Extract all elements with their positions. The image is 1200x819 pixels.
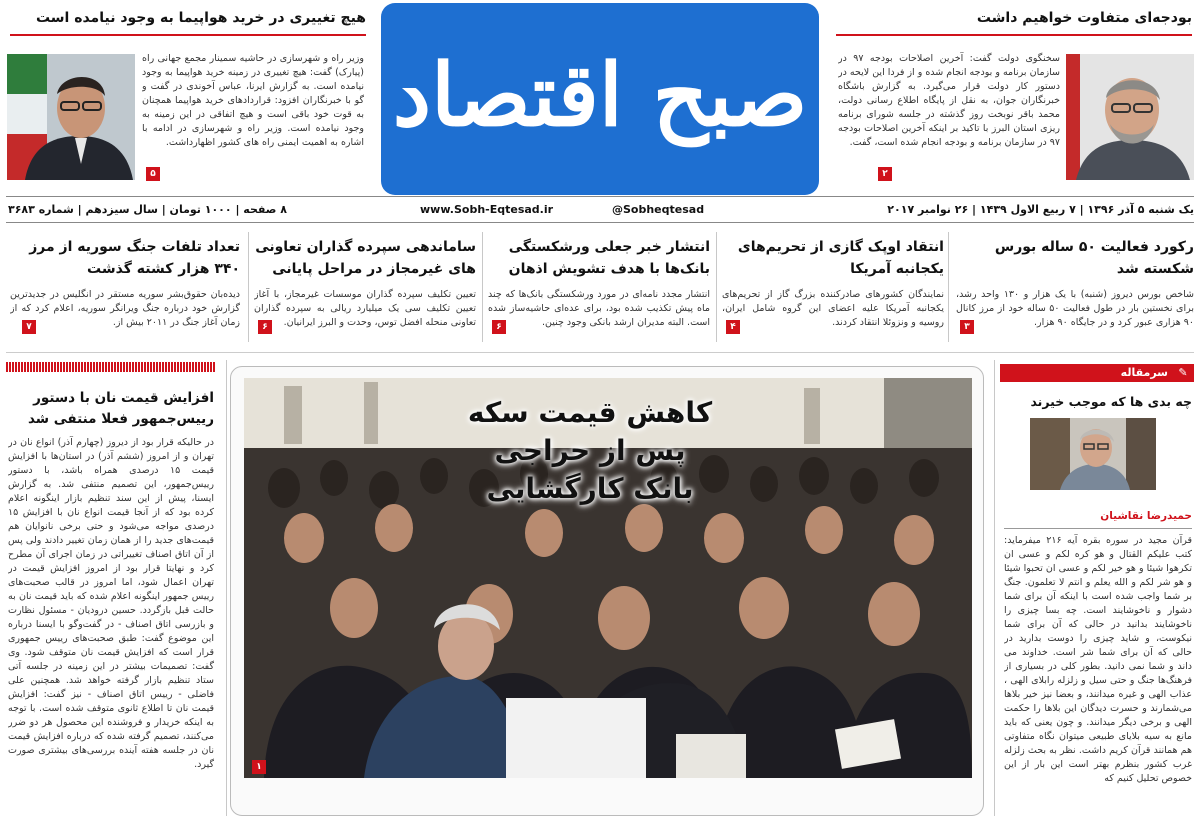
teaser-4[interactable] bbox=[254, 236, 476, 340]
dateline-website[interactable]: www.Sobh-Eqtesad.ir bbox=[420, 203, 554, 216]
editorial-section-bar bbox=[1000, 364, 1194, 382]
teaser-body: شاخص بورس دیروز (شنبه) با یک هزار و ۱۳۰ واحد رشد، برای نخستین بار در طول فعالیت ۵۰ ساله خود از مرز کانال ۹۰ هزاری عبور کرد و در جایگاه ۹۰ هزار. bbox=[956, 289, 1194, 328]
teaser-body: دیده‌بان حقوق‌بشر سوریه مستقر در انگلیس در جدیدترین گزارش خود درباره جنگ ویرانگر سوریه، اعلام کرد که از زمان آغاز جنگ در ۲۰۱۱ بیش از. bbox=[10, 289, 240, 328]
teaser-2[interactable] bbox=[722, 236, 944, 340]
teaser-headline: انتشار خبر جعلی ورشکستگی بانک‌ها با هدف تشویش اذهان bbox=[508, 239, 710, 277]
top-right-headline: بودجه‌ای متفاوت خواهیم داشت bbox=[976, 10, 1192, 26]
top-left-headline: هیچ تغییری در خرید هواپیما به وجود نیامده است bbox=[35, 10, 366, 26]
author-photo bbox=[1030, 418, 1156, 490]
page-number-badge: ۷ bbox=[22, 320, 36, 334]
teaser-5[interactable] bbox=[10, 236, 240, 340]
page-number-badge: ۶ bbox=[492, 320, 506, 334]
editorial-author: حمیدرضا نقاشیان bbox=[1100, 510, 1192, 522]
editorial-section-label: سرمقاله bbox=[1120, 366, 1168, 379]
page-number-badge: ۱ bbox=[252, 760, 266, 774]
headline-line: بانک کارگشایی bbox=[486, 472, 694, 505]
minister-photo bbox=[7, 54, 135, 180]
teaser-3[interactable] bbox=[488, 236, 710, 340]
headline-line: کاهش قیمت سکه bbox=[467, 396, 713, 429]
teaser-headline: رکورد فعالیت ۵۰ ساله بورس شکسته شد bbox=[994, 239, 1194, 277]
teaser-body: نمایندگان کشورهای صادرکننده بزرگ گاز از تحریم‌های یکجانبه آمریکا علیه اعضای این گروه شامل ایران، روسیه و ونزوئلا انتقاد کردند. bbox=[722, 289, 944, 328]
left-column-body: در حالیکه قرار بود از دیروز (چهارم آذر) انواع نان در تهران و از امروز (ششم آذر) در استان‌ها با افزایش قیمت ۱۵ درصدی همراه باشد، با دستور رییس‌جمهور، این تصمیم منتفی شد. به گزارش ایسنا، پیش از این سند تنظیم بازار اینگونه اعلام کرده بود که از آنجا قیمت انواع نان با افزایش ۱۵ درصدی مواجه می‌شود و حتی برخی نانوایان هم قیمت‌های جدید را از همان زمان تغییر دادند ولی پس از آن اتاق اصناف تغییراتی در زمان اجرای آن مطرح کرد و نهایتا قرار بود از امروز افزایش قیمت در تهران اعمال شود، اما امروز در قالب صحبت‌های رییس جمهور اینگونه اعلام شده که باید قیمت نان به حالت قبل بازگردد. حسین درودیان - مسئول نظارت و بازرسی اتاق اصناف - در گفت‌وگو با ایسنا درباره این موضوع گفت: طبق صحبت‌های رییس جمهوری قرار است که افزایش قیمت نان متوقف شود. وی گفت: تصمیمات بیشتر در این زمینه در جلسه آتی ستاد تنظیم بازار گرفته خواهد شد. همچنین علی فاضلی - رییس اتاق اصناف - نیز گفت: افزایش قیمت نان تا اطلاع ثانوی متوقف شده است. با توجه به اینکه خریدار و فروشنده این محصول هر دو ضرر می‌کنند، تصمیم گرفته شده که درباره افزایش قیمت نان در جلسه هفته آینده بررسی‌های بیشتری صورت گیرد. bbox=[8, 437, 214, 770]
page-number-badge: ۶ bbox=[258, 320, 272, 334]
page-number-badge: ۴ bbox=[726, 320, 740, 334]
dateline-date: یک شنبه ۵ آذر ۱۳۹۶ | ۷ ربیع الاول ۱۴۳۹ | ۲۶ نوامبر ۲۰۱۷ bbox=[887, 203, 1194, 216]
teaser-body: تعیین تکلیف سپرده گذاران موسسات غیرمجاز، با آغاز تعیین تکلیف سی یک میلیارد ریالی به سپرده گذاران تعاونی منحله افضل توس، وحدت و البرز ایرانیان. bbox=[254, 289, 476, 328]
page-number-badge: ۳ bbox=[960, 320, 974, 334]
page-number-badge: ۵ bbox=[146, 167, 160, 181]
page-number-badge: ۲ bbox=[878, 167, 892, 181]
left-column-headline: افزایش قیمت نان با دستور رییس‌جمهور فعلا منتفی شد bbox=[27, 390, 214, 427]
spokesman-photo bbox=[1066, 54, 1194, 180]
editorial-headline: چه بدی ها که موجب خیرند bbox=[1030, 394, 1192, 409]
teaser-headline: انتقاد اوپک گازی از تحریم‌های یکجانبه آمریکا bbox=[737, 239, 944, 277]
pen-icon: ✎ bbox=[1178, 366, 1188, 379]
masthead-logo bbox=[381, 3, 819, 195]
main-story-headline bbox=[440, 394, 740, 508]
teaser-headline: ساماندهی سپرده گذاران تعاونی های غیرمجاز در مراحل پایانی bbox=[255, 239, 476, 277]
headline-line: پس از حراجی bbox=[494, 434, 686, 467]
top-left-body: وزیر راه و شهرسازی در حاشیه سمینار مجمع جهانی راه (پیارک) گفت: هیچ تغییری در زمینه خرید هواپیما به وجود نیامده است. به گزارش ایرنا، عباس آخوندی در گفت و گو با خبرنگاران افزود: قراردادهای خرید هواپیما همچنان به قوت خود باقی است و هیچ اتفاقی در این زمینه به وجود نیامده است. وزیر راه و شهرسازی در ادامه با اشاره به اهمیت ایمنی راه های کشور اظهارداشت. bbox=[142, 53, 364, 148]
dateline-social[interactable]: @Sobheqtesad bbox=[612, 203, 705, 216]
teaser-1[interactable] bbox=[956, 236, 1194, 340]
dateline-info: ۸ صفحه | ۱۰۰۰ تومان | سال سیزدهم | شماره ۳۶۸۳ bbox=[8, 203, 287, 216]
teaser-body: انتشار مجدد نامه‌ای در مورد ورشکستگی بانک‌ها که چند ماه پیش تکذیب شده بود، برای عده‌ای حاشیه‌ساز شده است. البته مدیران ارشد بانکی وجود چنین. bbox=[488, 289, 710, 328]
top-right-body: سخنگوی دولت گفت: آخرین اصلاحات بودجه ۹۷ در سازمان برنامه و بودجه انجام شده و از فردا این لایحه در دستور کار دولت قرار می‌گیرد. به گزارش باشگاه خبرنگاران جوان، به نقل از پایگاه اطلاع رسانی دولت، محمد باقر نوبخت روز گذشته در جلسه شورای برنامه ریزی استان البرز با تاکید بر اینکه آخرین اصلاحات بودجه ۹۷ در سازمان برنامه و بودجه انجام شده است، گفت. bbox=[838, 53, 1060, 148]
masthead-title: صبح اقتصاد bbox=[392, 45, 808, 146]
editorial-body: قرآن مجید در سوره بقره آیه ۲۱۶ میفرماید: کتب علیکم القتال و هو کره لکم و عسی ان تکرهوا شیئا و هو خیر لکم و عسی ان تحبوا شیئا و هو شر لکم و الله یعلم و انتم لا تعلمون. جنگ بر شما واجب شده است با اینکه آن برای شما دشوار و ناخوشایند است. چه بسا چیزی را ناخوشایند بدانید در حالی که آن برای شما نیکوست، و شاید چیزی را دوست بدارید در حالی که آن برای شما شر است. خداوند می داند و شما نمی دانید. بطور کلی در بسیاری از فرهنگ‌ها جنگ و حتی سیل و زلزله رابلای الهی ، عذاب الهی و غیره میدانند، و بعضا نیز خیر بلاها می‌شمارند و حسرت دیدگان این بلاها را حکمت الهی و برخی دیگر میدانند. و چون یعنی که باید مانع به سیه بلایای طبیعی میتوان نگاه متفاوتی هم همانند قرآن کریم داشت. نظر به بحث زلزله غرب کشور بنظرم بهتر است این بار از این خصوص تحلیل کنیم که bbox=[1004, 535, 1192, 784]
teaser-headline: تعداد تلفات جنگ سوریه از مرز ۳۴۰ هزار کشته گذشت bbox=[29, 239, 240, 277]
